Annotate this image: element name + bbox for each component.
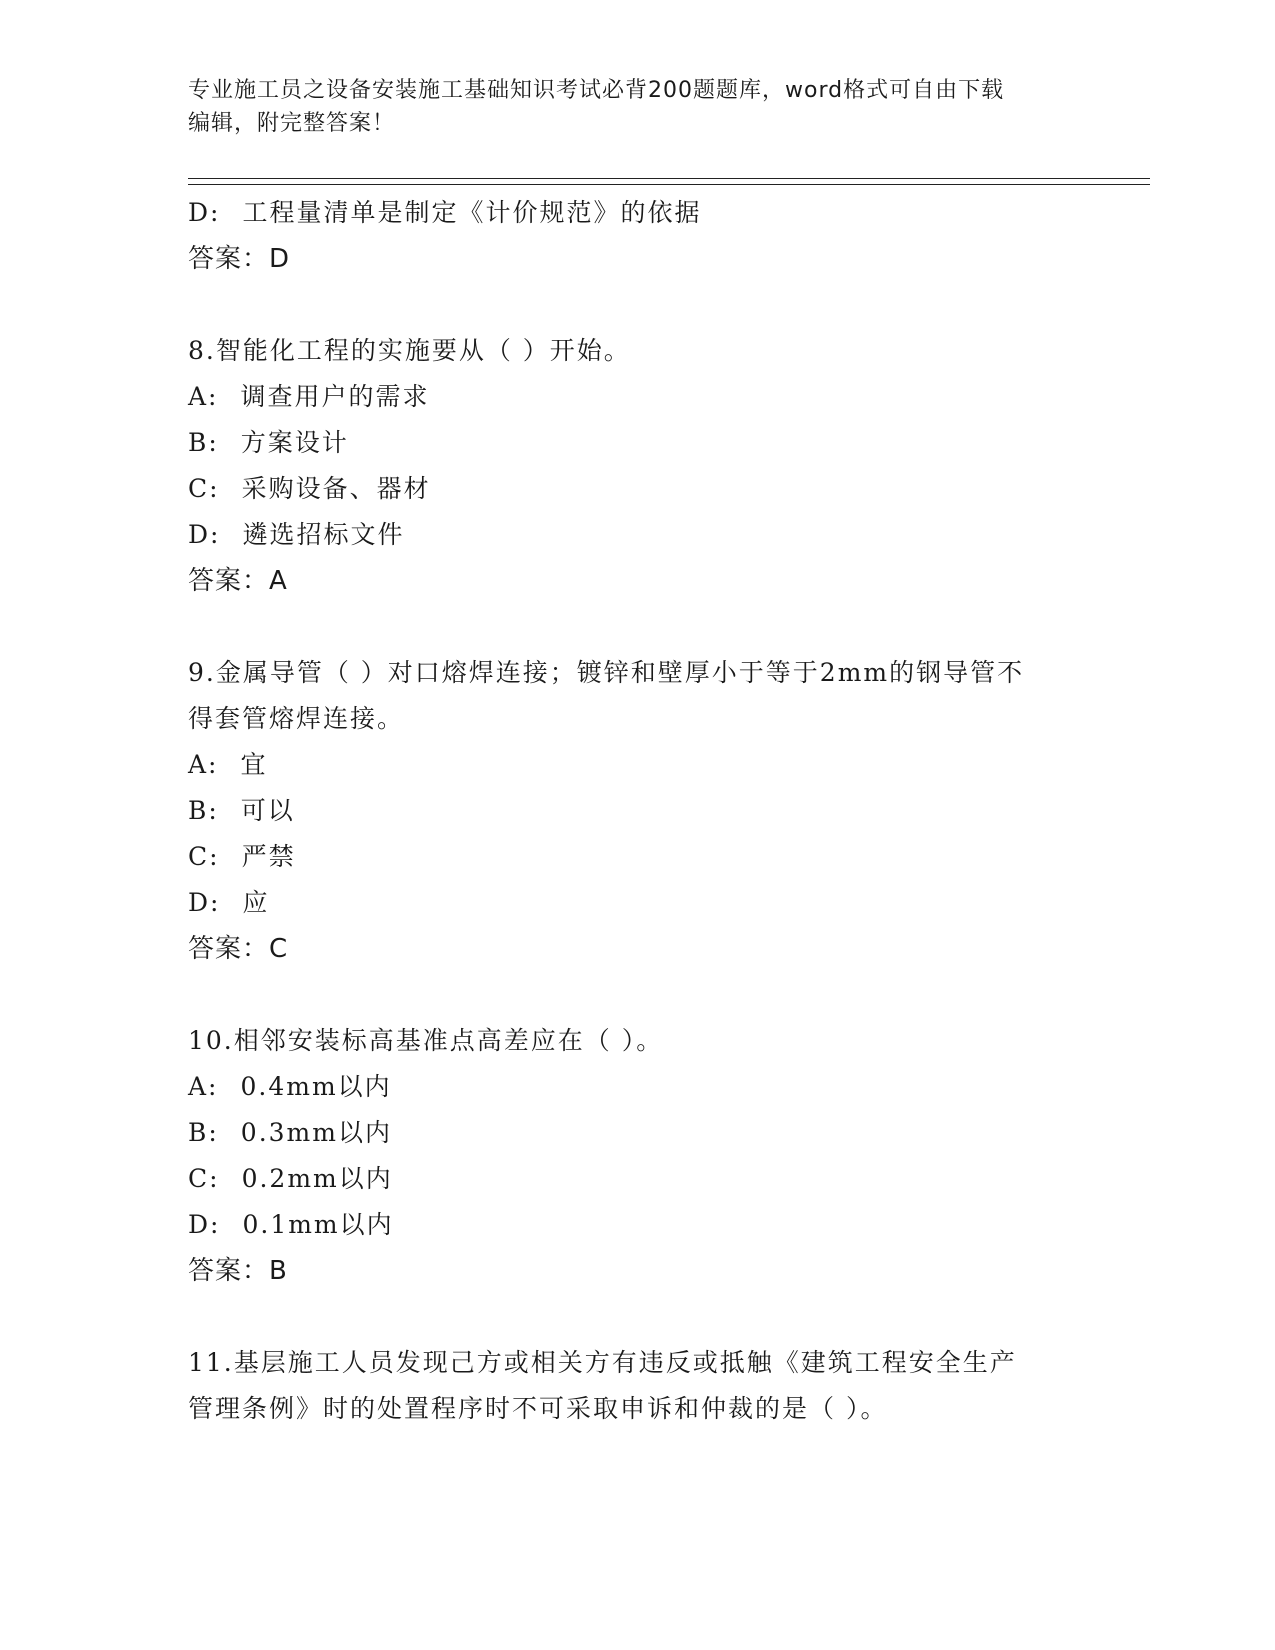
option-text: 0.3mm以内 [240, 1118, 392, 1147]
question-9-stem-line-1: 9.金属导管（ ）对口熔焊连接；镀锌和壁厚小于等于2mm的钢导管不 [188, 658, 1025, 687]
option-letter: D: [188, 1210, 221, 1239]
option-letter: A: [188, 750, 219, 779]
option-letter: D: [188, 198, 221, 227]
question-9-option-a [188, 742, 1088, 788]
header-divider-bottom [188, 184, 1150, 185]
question-11-stem-line-1: 11.基层施工人员发现己方或相关方有违反或抵触《建筑工程安全生产 [188, 1348, 1017, 1377]
option-text: 0.1mm以内 [242, 1210, 394, 1239]
option-letter: C: [188, 474, 220, 503]
question-8-option-a [188, 374, 1088, 420]
option-letter: D: [188, 520, 221, 549]
question-10-answer: 答案：B [188, 1256, 288, 1286]
header-title-line-2: 编辑，附完整答案！ [188, 111, 396, 136]
question-8-option-b [188, 420, 1088, 466]
question-9-answer: 答案：C [188, 934, 289, 964]
option-text: 0.2mm以内 [241, 1164, 393, 1193]
question-8-option-d [188, 512, 1088, 558]
question-10-option-a [188, 1064, 1088, 1110]
question-9-option-c [188, 834, 1088, 880]
prev-answer: 答案：D [188, 244, 291, 274]
question-list [188, 190, 1088, 1432]
header-title-line-1: 专业施工员之设备安装施工基础知识考试必背200题题库，word格式可自由下载 [188, 78, 1005, 103]
option-text: 调查用户的需求 [240, 382, 430, 411]
option-text: 应 [242, 888, 270, 917]
option-text: 方案设计 [240, 428, 349, 457]
question-8-option-c [188, 466, 1088, 512]
option-text: 采购设备、器材 [241, 474, 431, 503]
option-letter: B: [188, 428, 219, 457]
option-text: 0.4mm以内 [240, 1072, 392, 1101]
option-letter: B: [188, 1118, 219, 1147]
question-11-stem-line-2: 管理条例》时的处置程序时不可采取申诉和仲裁的是（ ）。 [188, 1394, 888, 1423]
prev-option-d [188, 190, 1088, 236]
option-letter: D: [188, 888, 221, 917]
question-10-option-b [188, 1110, 1088, 1156]
question-9-stem-line-2: 得套管熔焊连接。 [188, 704, 405, 733]
question-9-option-b [188, 788, 1088, 834]
option-letter: C: [188, 1164, 220, 1193]
option-letter: A: [188, 1072, 219, 1101]
option-letter: A: [188, 382, 219, 411]
document-header [188, 74, 1068, 140]
question-8-stem: 8.智能化工程的实施要从（ ）开始。 [188, 336, 631, 365]
option-text: 严禁 [241, 842, 296, 871]
question-10-option-c [188, 1156, 1088, 1202]
option-letter: B: [188, 796, 219, 825]
option-text: 工程量清单是制定《计价规范》的依据 [242, 198, 702, 227]
header-divider-top [188, 178, 1150, 179]
question-10-stem: 10.相邻安装标高基准点高差应在（ ）。 [188, 1026, 664, 1055]
option-text: 宜 [240, 750, 268, 779]
question-9-option-d [188, 880, 1088, 926]
question-8-answer: 答案：A [188, 566, 288, 596]
question-10-option-d [188, 1202, 1088, 1248]
option-text: 可以 [240, 796, 295, 825]
option-letter: C: [188, 842, 220, 871]
option-text: 遴选招标文件 [242, 520, 405, 549]
